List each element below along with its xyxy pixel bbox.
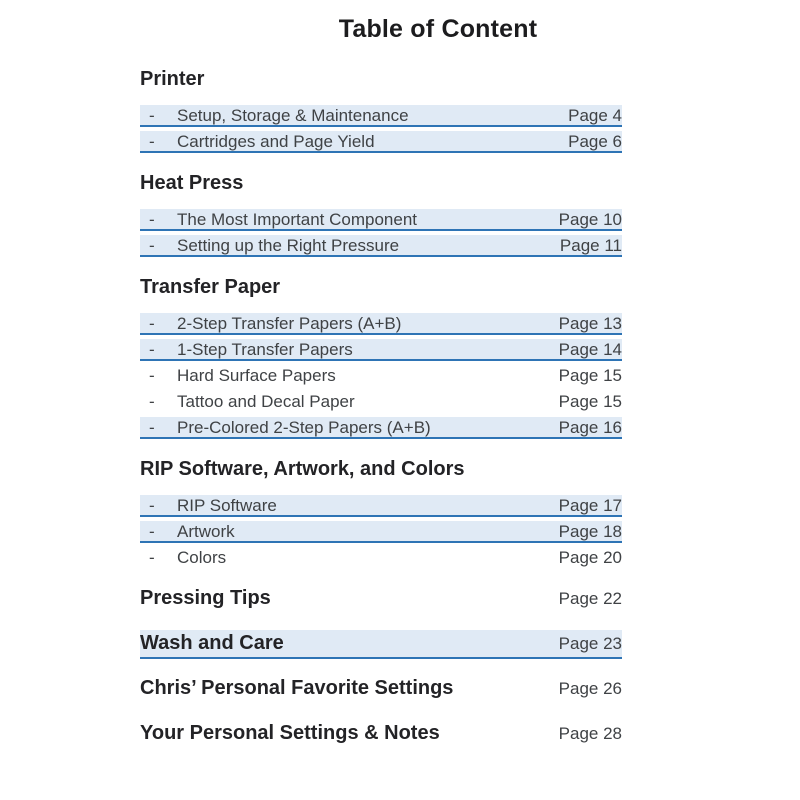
toc-entry-page: Page 14: [558, 340, 622, 359]
toc-entry-hard-surface-papers: [140, 365, 622, 387]
toc-chapter-page: Page 23: [558, 634, 622, 653]
toc-chapter-chris-personal-favorite-settings: [140, 675, 622, 704]
toc-entry-page: Page 15: [558, 366, 622, 385]
toc-chapter-your-personal-settings-notes: [140, 720, 622, 749]
toc-content: [140, 68, 622, 749]
toc-entry-label: Setup, Storage & Maintenance: [177, 106, 409, 125]
section-heading-printer: Printer: [140, 68, 205, 90]
dash-bullet: -: [149, 548, 155, 567]
title-bar: [0, 0, 800, 44]
toc-entry-page: Page 13: [558, 314, 622, 333]
toc-entry-page: Page 20: [558, 548, 622, 567]
dash-bullet: -: [149, 366, 155, 385]
toc-entry-pre-colored-2-step-papers[interactable]: [140, 417, 622, 439]
toc-chapter-pressing-tips: [140, 585, 622, 614]
section-heading-transfer-paper: Transfer Paper: [140, 276, 281, 298]
toc-entry-label: The Most Important Component: [177, 210, 418, 229]
toc-entry-label: Artwork: [177, 522, 235, 541]
dash-bullet: -: [149, 340, 155, 359]
dash-bullet: -: [149, 236, 155, 255]
toc-entry-label: 2-Step Transfer Papers (A+B): [177, 314, 402, 333]
toc-entry-page: Page 17: [558, 496, 622, 515]
toc-chapter-label: Pressing Tips: [140, 587, 271, 609]
toc-entry-label: Pre-Colored 2-Step Papers (A+B): [177, 418, 431, 437]
toc-entry-page: Page 6: [568, 132, 622, 151]
toc-entry-page: Page 4: [568, 106, 622, 125]
toc-entry-label: Cartridges and Page Yield: [177, 132, 375, 151]
toc-entry-page: Page 10: [558, 210, 622, 229]
page-title: Table of Content: [338, 15, 538, 43]
toc-entry-page: Page 11: [559, 236, 622, 255]
toc-entry-most-important-component[interactable]: [140, 209, 622, 231]
toc-entry-label: 1-Step Transfer Papers: [177, 340, 353, 359]
dash-bullet: -: [149, 314, 155, 333]
dash-bullet: -: [149, 210, 155, 229]
toc-entry-colors: [140, 547, 622, 569]
dash-bullet: -: [149, 106, 155, 125]
toc-entry-label: RIP Software: [177, 496, 277, 515]
toc-entry-label: Hard Surface Papers: [177, 366, 336, 385]
toc-entry-label: Colors: [177, 548, 227, 567]
toc-entry-setting-right-pressure[interactable]: [140, 235, 622, 257]
toc-entry-rip-software[interactable]: [140, 495, 622, 517]
toc-chapter-page: Page 26: [558, 679, 622, 698]
dash-bullet: -: [149, 132, 155, 151]
toc-entry-page: Page 16: [558, 418, 622, 437]
dash-bullet: -: [149, 496, 155, 515]
section-heading-rip-software-artwork-colors: RIP Software, Artwork, and Colors: [140, 458, 465, 480]
toc-chapter-label: Wash and Care: [140, 632, 284, 654]
dash-bullet: -: [149, 418, 155, 437]
toc-chapter-page: Page 28: [558, 724, 622, 743]
toc-entry-setup-storage-maintenance[interactable]: [140, 105, 622, 127]
toc-chapter-label: Your Personal Settings & Notes: [140, 722, 440, 744]
toc-entry-tattoo-decal-paper: [140, 391, 622, 413]
section-heading-heat-press: Heat Press: [140, 172, 244, 194]
toc-entry-label: Tattoo and Decal Paper: [177, 392, 355, 411]
toc-chapter-label: Chris’ Personal Favorite Settings: [140, 677, 454, 699]
toc-entry-artwork[interactable]: [140, 521, 622, 543]
toc-entry-1-step-transfer-papers[interactable]: [140, 339, 622, 361]
toc-entry-label: Setting up the Right Pressure: [177, 236, 400, 255]
dash-bullet: -: [149, 392, 155, 411]
toc-entry-page: Page 18: [558, 522, 622, 541]
toc-entry-cartridges-page-yield[interactable]: [140, 131, 622, 153]
toc-entry-2-step-transfer-papers[interactable]: [140, 313, 622, 335]
toc-entry-page: Page 15: [558, 392, 622, 411]
toc-chapter-page: Page 22: [558, 589, 622, 608]
dash-bullet: -: [149, 522, 155, 541]
toc-chapter-wash-and-care[interactable]: [140, 630, 622, 659]
